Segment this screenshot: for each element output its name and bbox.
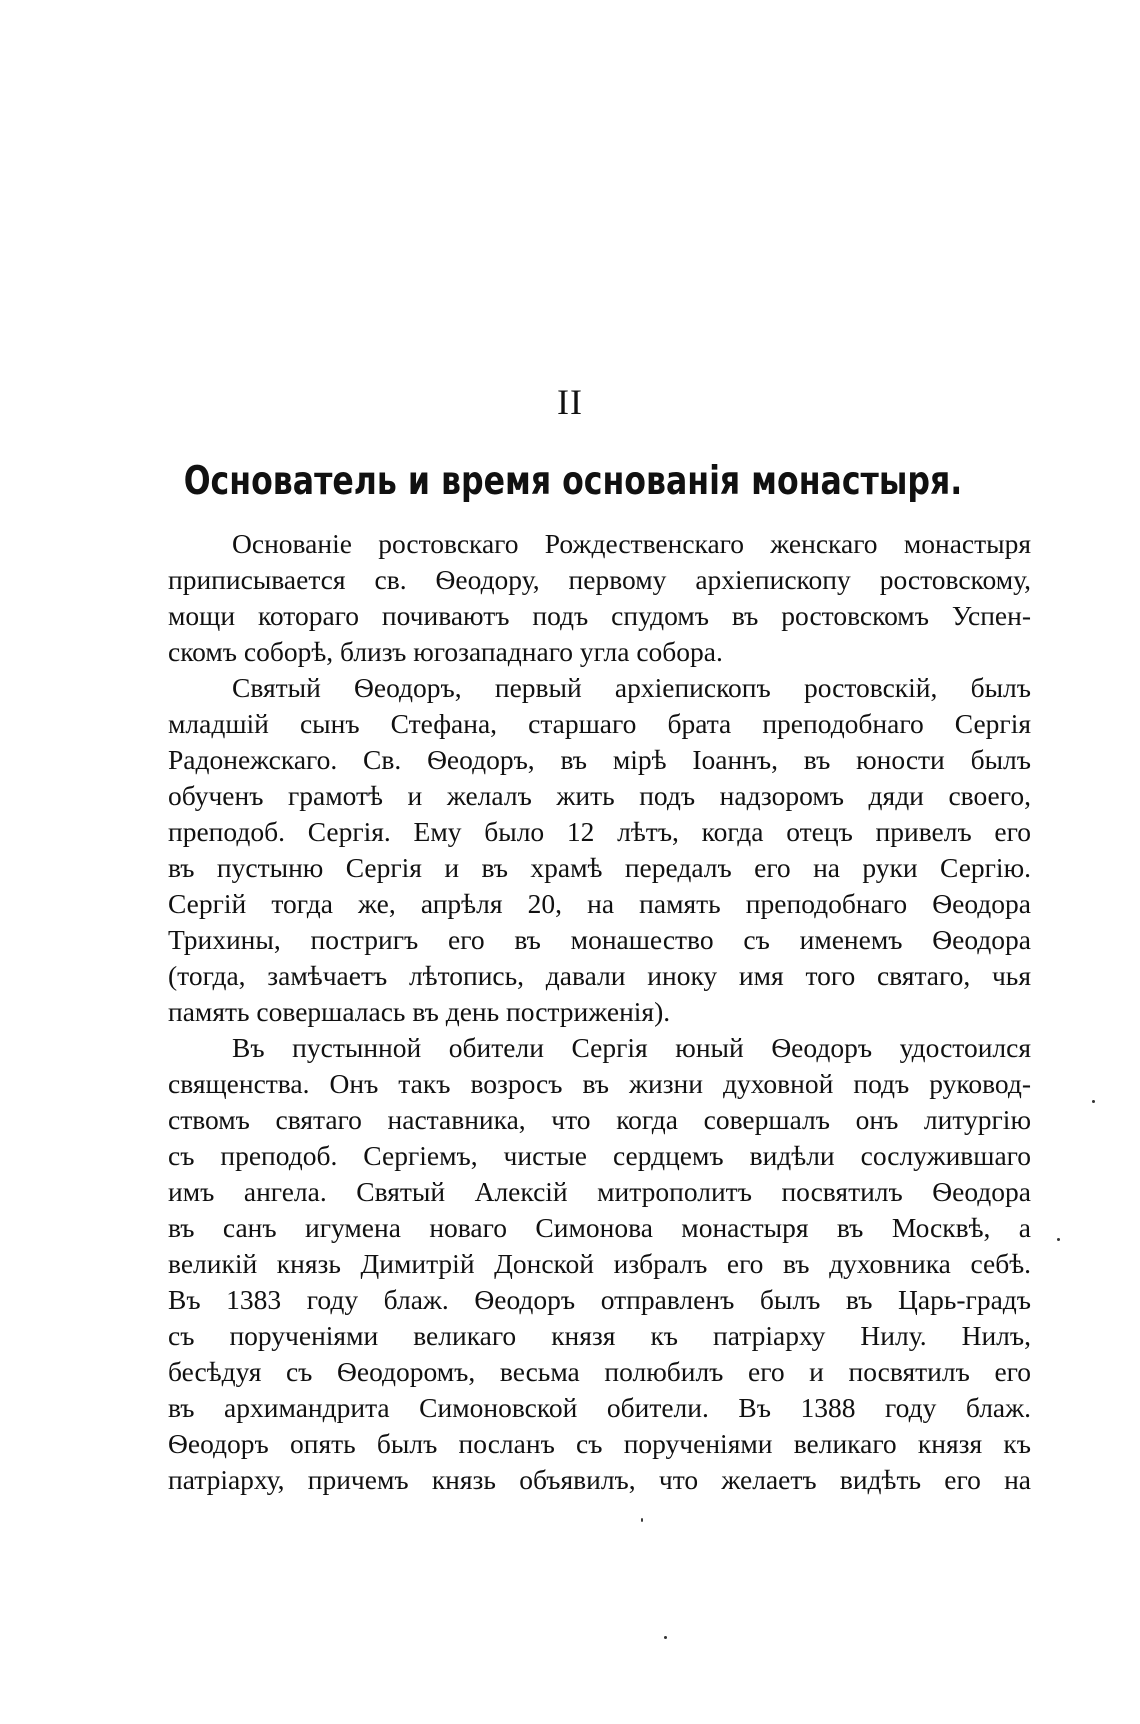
paragraph-3-line: Въ пустынной обители Сергія юный Ѳеодоръ удостоился [232, 1032, 1031, 1063]
paragraph-2-line: младшій сынъ Стефана, старшаго брата преподобнаго Сергія [168, 708, 1031, 739]
paragraph-3-line: бесѣдуя съ Ѳеодоромъ, весьма полюбилъ его и посвятилъ его [168, 1356, 1031, 1387]
paragraph-2-line: Радонежскаго. Св. Ѳеодоръ, въ мірѣ Іоаннъ, въ юности былъ [168, 744, 1031, 775]
paragraph-2-line: память совершалась въ день постриженія). [168, 996, 671, 1027]
paragraph-2-line: Святый Ѳеодоръ, первый архіепископъ ростовскій, былъ [232, 672, 1031, 703]
paragraph-3-line: съ порученіями великаго князя къ патріарху Нилу. Нилъ, [168, 1320, 1031, 1351]
paragraph-1-line: скомъ соборѣ, близъ югозападнаго угла собора. [168, 636, 723, 667]
paragraph-1-line: приписывается св. Ѳеодору, первому архіепископу ростовскому, [168, 564, 1031, 595]
paragraph-3-line: въ архимандрита Симоновской обители. Въ 1388 году блаж. [168, 1392, 1031, 1423]
paragraph-3-line: священства. Онъ такъ возросъ въ жизни духовной подъ руковод- [168, 1068, 1031, 1099]
paragraph-3-line: ствомъ святаго наставника, что когда совершалъ онъ литургію [168, 1104, 1031, 1135]
paragraph-2-line: обученъ грамотѣ и желалъ жить подъ надзоромъ дяди своего, [168, 780, 1031, 811]
paragraph-2-line: Трихины, постригъ его въ монашество съ именемъ Ѳеодора [168, 924, 1031, 955]
paragraph-2-line: (тогда, замѣчаетъ лѣтопись, давали иноку имя того святаго, чья [168, 960, 1031, 991]
paragraph-3-line: имъ ангела. Святый Алексій митрополитъ посвятилъ Ѳеодора [168, 1176, 1031, 1207]
paragraph-1-line: Основаніе ростовскаго Рождественскаго женскаго монастыря [232, 528, 1031, 559]
paragraph-2-line: въ пустыню Сергія и въ храмѣ передалъ его на руки Сергію. [168, 852, 1031, 883]
chapter-title: Основатель и время основанія монастыря. [183, 459, 963, 504]
scan-speck [1092, 1100, 1095, 1103]
paragraph-3-line: патріарху, причемъ князь объявилъ, что желаетъ видѣть его на [168, 1464, 1031, 1495]
paragraph-1-line: мощи котораго почиваютъ подъ спудомъ въ ростовскомъ Успен- [168, 600, 1031, 631]
chapter-number: II [557, 382, 583, 422]
paragraph-3-line: Ѳеодоръ опять былъ посланъ съ порученіями великаго князя къ [168, 1428, 1031, 1459]
body-text [168, 526, 1031, 1498]
scan-speck [641, 1518, 643, 1522]
paragraph-3-line: великій князь Димитрій Донской избралъ его въ духовника себѣ. [168, 1248, 1031, 1279]
paragraph-3-line: Въ 1383 году блаж. Ѳеодоръ отправленъ былъ въ Царь-градъ [168, 1284, 1031, 1315]
paragraph-3-line: въ санъ игумена новаго Симонова монастыря въ Москвѣ, а [168, 1212, 1031, 1243]
scan-speck [664, 1636, 667, 1639]
paragraph-2-line: Сергій тогда же, апрѣля 20, на память преподобнаго Ѳеодора [168, 888, 1031, 919]
paragraph-2-line: преподоб. Сергія. Ему было 12 лѣтъ, когда отецъ привелъ его [168, 816, 1031, 847]
paragraph-3-line: съ преподоб. Сергіемъ, чистые сердцемъ видѣли сослужившаго [168, 1140, 1031, 1171]
scan-speck [1057, 1238, 1060, 1241]
